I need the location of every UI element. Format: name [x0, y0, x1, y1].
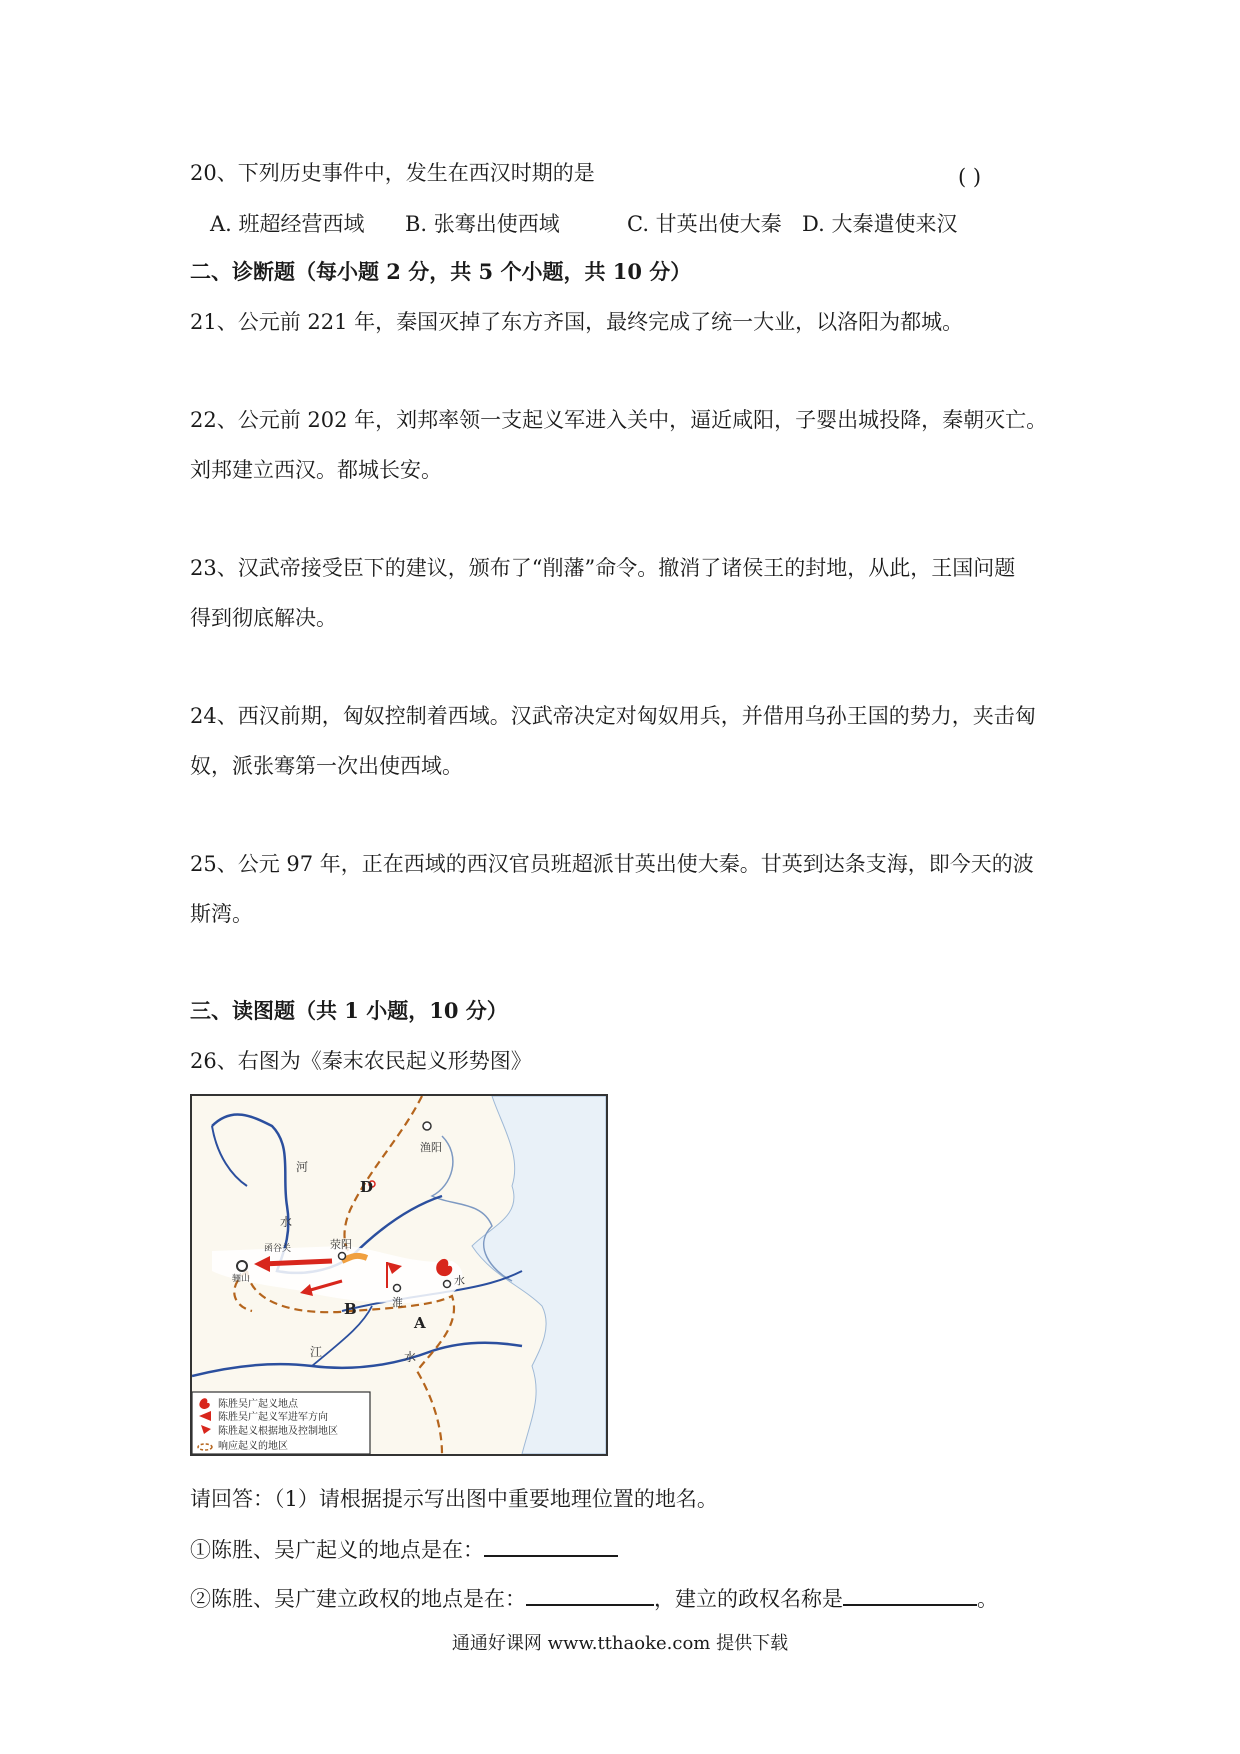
advance-arrow-main	[262, 1261, 332, 1264]
city-xianyang	[237, 1261, 247, 1271]
section3-heading: 三、读图题（共 1 小题，10 分）	[190, 998, 508, 1023]
section2-heading: 二、诊断题（每小题 2 分，共 5 个小题，共 10 分）	[190, 259, 692, 284]
yangtze-river	[192, 1343, 522, 1376]
label-he: 河	[296, 1160, 309, 1174]
q26-sub2-end: 。	[977, 1587, 998, 1611]
label-hanguguan: 函谷关	[264, 1244, 292, 1254]
q24-line2: 奴，派张骞第一次出使西域。	[190, 754, 463, 778]
city-yuyang	[423, 1122, 431, 1130]
label-d: D	[360, 1178, 374, 1196]
legend-item-base: 陈胜起义根据地及控制地区	[218, 1426, 338, 1437]
page-footer: 通通好课网 www.tthaoke.com 提供下载	[451, 1633, 789, 1654]
q20-option-c: C. 甘英出使大秦	[627, 212, 782, 236]
label-yuyang: 渔阳	[420, 1141, 442, 1154]
q21-line1: 21、公元前 221 年，秦国灭掉了东方齐国，最终完成了统一大业，以洛阳为都城。	[190, 310, 964, 334]
legend-item-uprising-site: 陈胜吴广起义地点	[218, 1399, 298, 1410]
city-daze	[444, 1281, 451, 1288]
q26-sub1-text: ①陈胜、吴广起义的地点是在：	[190, 1538, 484, 1562]
q26-sub2-regime-blank[interactable]	[843, 1582, 977, 1606]
label-shui-right: 水	[454, 1274, 465, 1287]
q20-answer-paren: ( )	[958, 165, 982, 189]
label-shui-bottom: 水	[404, 1350, 417, 1364]
q26-sub1	[190, 1533, 618, 1565]
q25-line2: 斯湾。	[190, 902, 253, 926]
yellow-river-upper	[212, 1126, 247, 1186]
q20-option-a: A. 班超经营西域	[210, 212, 365, 236]
q20-option-b: B. 张骞出使西域	[405, 212, 560, 236]
q20-stem: 20、下列历史事件中，发生在西汉时期的是	[190, 161, 595, 185]
q23-line2: 得到彻底解决。	[190, 606, 337, 630]
q23-line1: 23、汉武帝接受臣下的建议，颁布了“削藩”命令。撤消了诸侯王的封地，从此，王国问题	[190, 556, 1016, 580]
city-rongyang	[339, 1253, 346, 1260]
sea-area	[472, 1096, 606, 1454]
label-lishan: 骊山	[232, 1274, 251, 1284]
label-b: B	[344, 1300, 357, 1318]
q26-sub1-blank[interactable]	[484, 1533, 618, 1557]
label-huai: 淮	[392, 1296, 403, 1309]
q26-stem: 26、右图为《秦末农民起义形势图》	[190, 1049, 532, 1073]
label-a: A	[414, 1314, 426, 1332]
label-shui-left: 水	[280, 1215, 293, 1229]
legend-item-advance: 陈胜吴广起义军进军方向	[218, 1412, 328, 1423]
q26-prompt: 请回答：（1）请根据提示写出图中重要地理位置的地名。	[190, 1487, 718, 1511]
response-boundary-north	[345, 1096, 423, 1256]
uprising-map	[190, 1094, 608, 1456]
city-chen	[394, 1285, 401, 1292]
q26-sub2-text-a: ②陈胜、吴广建立政权的地点是在：	[190, 1587, 526, 1611]
q26-sub2-place-blank[interactable]	[526, 1582, 654, 1606]
q26-sub2	[190, 1582, 998, 1614]
q20-option-d: D. 大秦遣使来汉	[802, 212, 958, 236]
q22-line2: 刘邦建立西汉。都城长安。	[190, 458, 442, 482]
label-rongyang: 荥阳	[330, 1238, 352, 1251]
q25-line1: 25、公元 97 年，正在西域的西汉官员班超派甘英出使大秦。甘英到达条支海，即今天的波	[190, 852, 1034, 876]
q22-line1: 22、公元前 202 年，刘邦率领一支起义军进入关中，逼近咸阳，子婴出城投降，秦朝灭亡。	[190, 408, 1048, 432]
q26-sub2-text-b: ，建立的政权名称是	[654, 1587, 843, 1611]
legend-item-response: 响应起义的地区	[218, 1441, 288, 1452]
q24-line1: 24、西汉前期，匈奴控制着西域。汉武帝决定对匈奴用兵，并借用乌孙王国的势力，夹击匈	[190, 704, 1036, 728]
label-jiang: 江	[310, 1345, 323, 1359]
map-svg	[192, 1096, 606, 1454]
